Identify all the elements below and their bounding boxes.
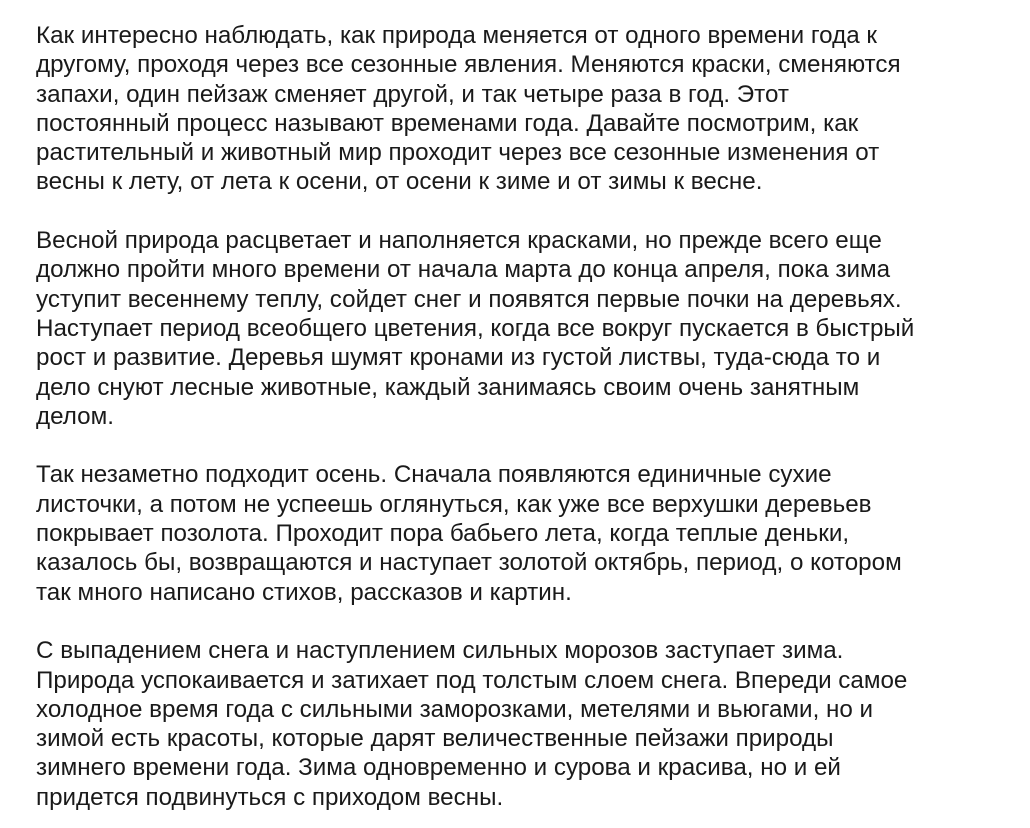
paragraph-winter: [36, 636, 1010, 812]
text-line: зимой есть красоты, которые дарят величественные пейзажи природы: [36, 725, 834, 753]
text-line: другому, проходя через все сезонные явления. Меняются краски, сменяются: [36, 51, 901, 79]
text-line: холодное время года с сильными заморозками, метелями и вьюгами, но и: [36, 695, 874, 723]
text-line: Природа успокаивается и затихает под толстым слоем снега. Впереди самое: [36, 666, 908, 694]
text-line: Как интересно наблюдать, как природа меняется от одного времени года к: [36, 22, 877, 49]
text-line: покрывает позолота. Проходит пора бабьего лета, когда теплые деньки,: [36, 520, 850, 548]
text-line: С выпадением снега и наступлением сильных морозов заступает зима.: [36, 637, 844, 665]
text-line: постоянный процесс называют временами года. Давайте посмотрим, как: [36, 109, 859, 137]
text-line: так много написано стихов, рассказов и картин.: [36, 578, 572, 606]
text-line: запахи, один пейзаж сменяет другой, и так четыре раза в год. Этот: [36, 80, 789, 108]
text-line: должно пройти много времени от начала марта до конца апреля, пока зима: [36, 256, 891, 284]
text-line: зимнего времени года. Зима одновременно и сурова и красива, но и ей: [36, 754, 841, 782]
text-line: уступит весеннему теплу, сойдет снег и появятся первые почки на деревьях.: [36, 285, 902, 313]
paragraph-autumn: [36, 460, 1010, 606]
paragraph-intro: [36, 21, 1010, 197]
text-line: листочки, а потом не успеешь оглянуться, как уже все верхушки деревьев: [36, 490, 872, 518]
text-line: рост и развитие. Деревья шумят кронами из густой листвы, туда-сюда то и: [36, 344, 881, 372]
text-line: Так незаметно подходит осень. Сначала появляются единичные сухие: [36, 461, 832, 489]
text-line: весны к лету, от лета к осени, от осени к зиме и от зимы к весне.: [36, 168, 763, 196]
text-line: казалось бы, возвращаются и наступает золотой октябрь, период, о котором: [36, 549, 902, 577]
text-line: Наступает период всеобщего цветения, когда все вокруг пускается в быстрый: [36, 314, 915, 342]
text-line: Весной природа расцветает и наполняется красками, но прежде всего еще: [36, 227, 882, 255]
text-line: делом.: [36, 402, 114, 430]
text-line: растительный и животный мир проходит через все сезонные изменения от: [36, 139, 880, 167]
text-line: придется подвинуться с приходом весны.: [36, 783, 504, 811]
text-line: дело снуют лесные животные, каждый занимаясь своим очень занятным: [36, 373, 860, 401]
paragraph-spring: [36, 226, 1010, 431]
